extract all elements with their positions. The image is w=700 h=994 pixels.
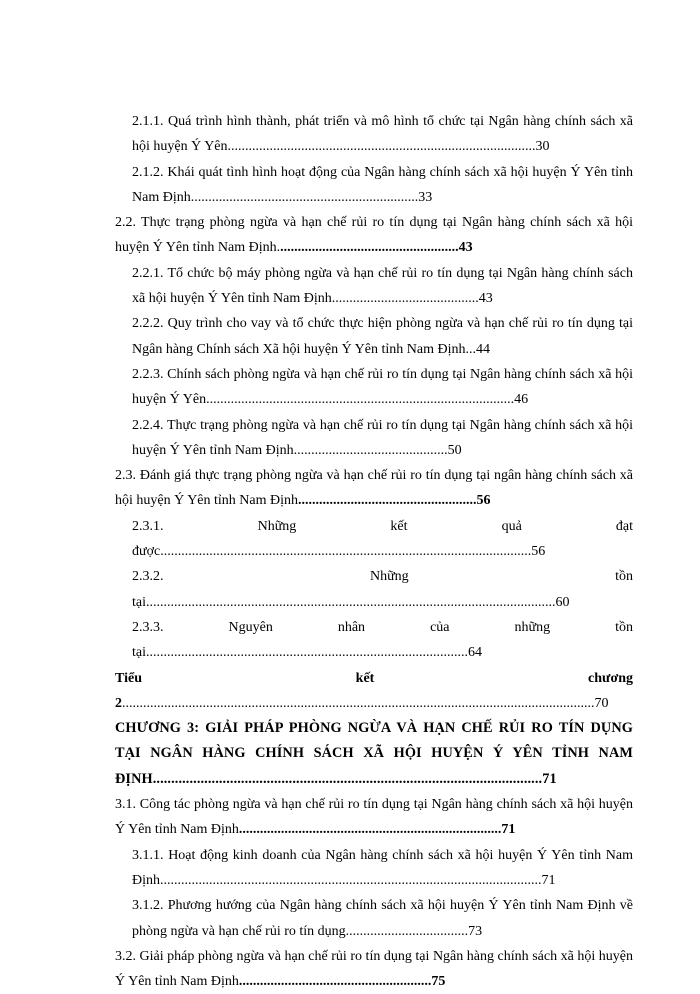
toc-page-number: 70 (594, 695, 609, 711)
toc-entry-title: 2.2.1. Tổ chức bộ máy phòng ngừa và hạn chế rủi ro tín dụng tại Ngân hàng chính sách xã hội huyện Ý Yên tỉnh Nam Định (132, 265, 633, 307)
toc-entry-title: 3.1.2. Phương hướng của Ngân hàng chính sách xã hội huyện Ý Yên tỉnh Nam Định về phòng ngừa và hạn chế rủi ro tín dụng (132, 898, 633, 939)
toc-entry-2-2-1 (115, 261, 633, 312)
toc-page-number: 33 (418, 189, 433, 205)
toc-entry-chapter-2-summary (115, 666, 633, 717)
toc-page-number: 71 (501, 822, 516, 838)
toc-page-number: 60 (555, 594, 570, 610)
toc-entry-chapter-3 (115, 716, 633, 792)
toc-entry-title: Tiểu kết chương 2 (115, 670, 633, 711)
toc-entry-title: 2.3.2. Những tồn tại. (132, 569, 633, 610)
toc-leader-dots: ................................................... (298, 493, 477, 509)
toc-page-number: 30 (535, 139, 550, 155)
table-of-contents (115, 109, 633, 994)
toc-entry-title: 3.1.1. Hoạt động kinh doanh của Ngân hàng chính sách xã hội huyện Ý Yên tỉnh Nam Định (132, 847, 633, 888)
toc-entry-title: 2.1.1. Quá trình hình thành, phát triển và mô hình tổ chức tại Ngân hàng chính sách xã hội huyện Ý Yên (132, 114, 633, 155)
toc-page-number: 56 (531, 544, 546, 560)
toc-page-number: 64 (468, 645, 482, 661)
toc-entry-2-1-1 (115, 109, 633, 160)
toc-page-number: 73 (468, 923, 483, 939)
toc-entry-2-1-2 (115, 160, 633, 211)
toc-page-number: 43 (478, 291, 493, 307)
toc-leader-dots: ................................................................. (190, 189, 419, 205)
toc-entry-title: 2.2. Thực trạng phòng ngừa và hạn chế rủi ro tín dụng tại Ngân hàng chính sách xã hội huyện Ý Yên tỉnh Nam Định. (115, 215, 633, 256)
toc-entry-title: 2.3.3. Nguyên nhân của những tồn tại (132, 619, 633, 661)
toc-entry-title: 2.2.4. Thực trạng phòng ngừa và hạn chế rủi ro tín dụng tại Ngân hàng chính sách xã hội huyện Ý Yên tỉnh Nam Định (132, 417, 633, 458)
toc-leader-dots: .......................................................................................................... (152, 770, 543, 787)
toc-entry-3-1 (115, 792, 633, 843)
toc-page-number: 71 (542, 770, 557, 787)
toc-entry-2-3 (115, 463, 633, 514)
toc-entry-2-2-4 (115, 413, 633, 464)
toc-entry-2-2-2 (115, 311, 633, 362)
toc-entry-title: 3.1. Công tác phòng ngừa và hạn chế rủi ro tín dụng tại Ngân hàng chính sách xã hội huyện Ý Yên tỉnh Nam Định (115, 797, 633, 838)
toc-leader-dots: .......................................................................................................... (160, 544, 532, 560)
toc-entry-title: 3.2. Giải pháp phòng ngừa và hạn chế rủi ro tín dụng tại Ngân hàng chính sách xã hội huyện Ý Yên tỉnh Nam Định (115, 948, 633, 990)
toc-entry-2-3-3 (115, 615, 633, 666)
toc-leader-dots: ............................................ (293, 442, 448, 458)
toc-entry-3-2 (115, 944, 633, 994)
toc-entry-title: 2.2.3. Chính sách phòng ngừa và hạn chế rủi ro tín dụng tại Ngân hàng chính sách xã hội huyện Ý Yên. (132, 366, 633, 408)
toc-entry-title: 2.3.1. Những kết quả đạt được (132, 518, 633, 560)
toc-entry-3-1-2 (115, 893, 633, 944)
toc-entry-title: 2.1.2. Khái quát tình hình hoạt động của Ngân hàng chính sách xã hội huyện Ý Yên tỉnh Nam Định (132, 164, 633, 205)
toc-leader-dots: .......................................... (331, 291, 479, 307)
toc-page-number: 44 (475, 341, 490, 357)
toc-leader-dots: ............................................................................................................. (160, 872, 542, 888)
toc-leader-dots: .................................................................................................................... (149, 594, 556, 610)
toc-page-number: 71 (541, 872, 556, 888)
toc-leader-dots: ....................................................... (238, 974, 432, 990)
toc-leader-dots: ....................................................................................................................................... (122, 695, 595, 711)
toc-entry-2-3-2 (115, 564, 633, 615)
toc-entry-2-3-1 (115, 514, 633, 565)
toc-leader-dots: ........................................................................................ (227, 139, 536, 155)
toc-page-number: 56 (476, 493, 491, 509)
toc-entry-3-1-1 (115, 843, 633, 894)
toc-leader-dots: ... (465, 341, 476, 357)
toc-entry-2-2 (115, 210, 633, 261)
toc-page-number: 50 (447, 442, 462, 458)
toc-leader-dots: ........................................................................... (238, 822, 502, 838)
toc-page-number: 43 (458, 240, 473, 256)
toc-page-number: 46 (514, 392, 529, 408)
toc-entry-title: 2.3. Đánh giá thực trạng phòng ngừa và hạn chế rủi ro tín dụng tại ngân hàng chính sách xã hội huyện Ý Yên tỉnh Nam Định (115, 468, 633, 509)
toc-entry-2-2-3 (115, 362, 633, 413)
toc-leader-dots: ................................................... (280, 240, 459, 256)
toc-leader-dots: ................................... (345, 923, 469, 939)
toc-entry-title: CHƯƠNG 3: GIẢI PHÁP PHÒNG NGỪA VÀ HẠN CHẾ RỦI RO TÍN DỤNG TẠI NGÂN HÀNG CHÍNH SÁCH XÃ HỘI HUYỆN Ý YÊN TỈNH NAM ĐỊNH (115, 720, 633, 787)
toc-entry-title: 2.2.2. Quy trình cho vay và tổ chức thực hiện phòng ngừa và hạn chế rủi ro tín dụng tại Ngân hàng Chính sách Xã hội huyện Ý Yên tỉnh Nam Định (132, 316, 633, 357)
toc-leader-dots: ....................................................................................... (209, 392, 515, 408)
toc-leader-dots: ............................................................................................ (146, 645, 468, 661)
toc-page-number: 75 (431, 974, 446, 990)
